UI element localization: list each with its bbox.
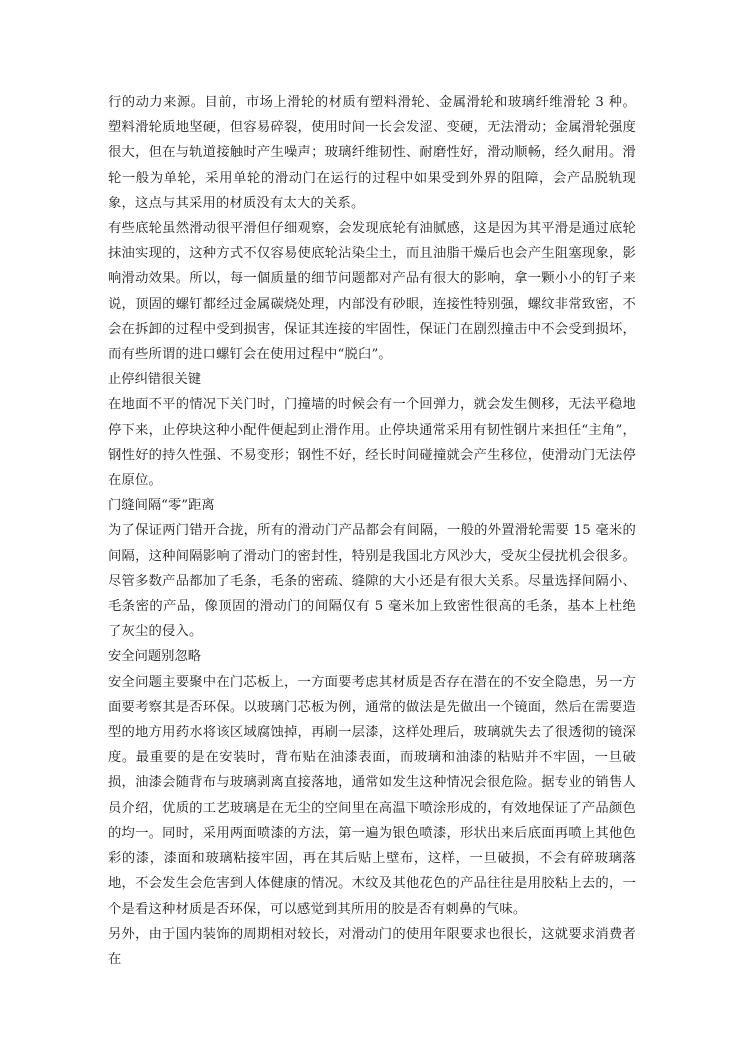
section-heading-stopper: 止停纠错很关键 xyxy=(108,372,202,388)
paragraph-pulley-materials: 行的动力来源。目前，市场上滑轮的材质有塑料滑轮、金属滑轮和玻璃纤维滑轮 3 种。塑料滑轮质地坚硬，但容易碎裂，使用时间一长会发涩、变硬，无法滑动；金属滑轮强度很大，但在与轨道接触时产生噪声；玻璃纤维韧性、耐磨性好，滑动顺畅，经久耐用。滑轮一般为单轮，采用单轮的滑动门在运行的过程中如果受到外界的阻障，会产品脱轨现象，这点与其采用的材质没有太大的关系。 xyxy=(108,95,636,211)
section-heading-safety: 安全问题别忽略 xyxy=(108,649,202,665)
section-heading-door-gap: 门缝间隔“零”距离 xyxy=(108,498,215,514)
paragraph-safety: 安全问题主要聚中在门芯板上，一方面要考虑其材质是否存在潜在的不安全隐患，另一方面要考察其是否环保。以玻璃门芯板为例，通常的做法是先做出一个镜面，然后在需要造型的地方用药水将该区域腐蚀掉，再刷一层漆，这样处理后，玻璃就失去了很透彻的镜深度。最重要的是在安装时，背布贴在油漆表面，而玻璃和油漆的粘贴并不牢固，一旦破损，油漆会随背布与玻璃剥离直接落地，通常如发生这种情况会很危险。据专业的销售人员介绍，优质的工艺玻璃是在无尘的空间里在高温下喷涂形成的，有效地保证了产品颜色的均一。同时，采用两面喷漆的方法，第一遍为银色喷漆，形状出来后底面再喷上其他色彩的漆，漆面和玻璃粘接牢固，再在其后贴上壁布，这样，一旦破损，不会有碎玻璃落地，不会发生会危害到人体健康的情况。木纹及其他花色的产品往往是用胶粘上去的，一个是看这种材质是否环保，可以感觉到其所用的胶是否有刺鼻的气味。 xyxy=(108,674,636,917)
paragraph-door-gap: 为了保证两门错开合拢，所有的滑动门产品都会有间隔，一般的外置滑轮需要 15 毫米的间隔，这种间隔影响了滑动门的密封性，特别是我国北方风沙大，受灰尘侵扰机会很多。尽管多数产品都加了毛条，毛条的密疏、缝隙的大小还是有很大关系。尽量选择间隔小、毛条密的产品，像顶固的滑动门的间隔仅有 5 毫米加上致密性很高的毛条，基本上杜绝了灰尘的侵入。 xyxy=(108,523,636,640)
paragraph-stopper: 在地面不平的情况下关门时，门撞墙的时候会有一个回弹力，就会发生侧移，无法平稳地停下来，止停块这种小配件便起到止滑作用。止停块通常采用有韧性钢片来担任“主角”，钢性好的持久性强、不易变形；钢性不好，经长时间碰撞就会产生移位，使滑动门无法停在原位。 xyxy=(108,397,636,489)
paragraph-service-life: 另外，由于国内装饰的周期相对较长，对滑动门的使用年限要求也很长，这就要求消费者在 xyxy=(108,926,636,967)
paragraph-bottom-wheel-screws: 有些底轮虽然滑动很平滑但仔细观察，会发现底轮有油腻感，这是因为其平滑是通过底轮抹油实现的，这种方式不仅容易使底轮沾染尘土，而且油脂干燥后也会产生阻塞现象，影响滑动效果。所以，每一個质量的细节问题都对产品有很大的影响，拿一颗小小的钉子来说，顶固的螺钉都经过金属碳烧处理，内部没有砂眼，连接性特别强，螺纹非常致密，不会在拆卸的过程中受到损害，保证其连接的牢固性，保证门在剧烈撞击中不会受到损坏，而有些所谓的进口螺钉会在使用过程中“脱臼”。 xyxy=(108,221,636,363)
